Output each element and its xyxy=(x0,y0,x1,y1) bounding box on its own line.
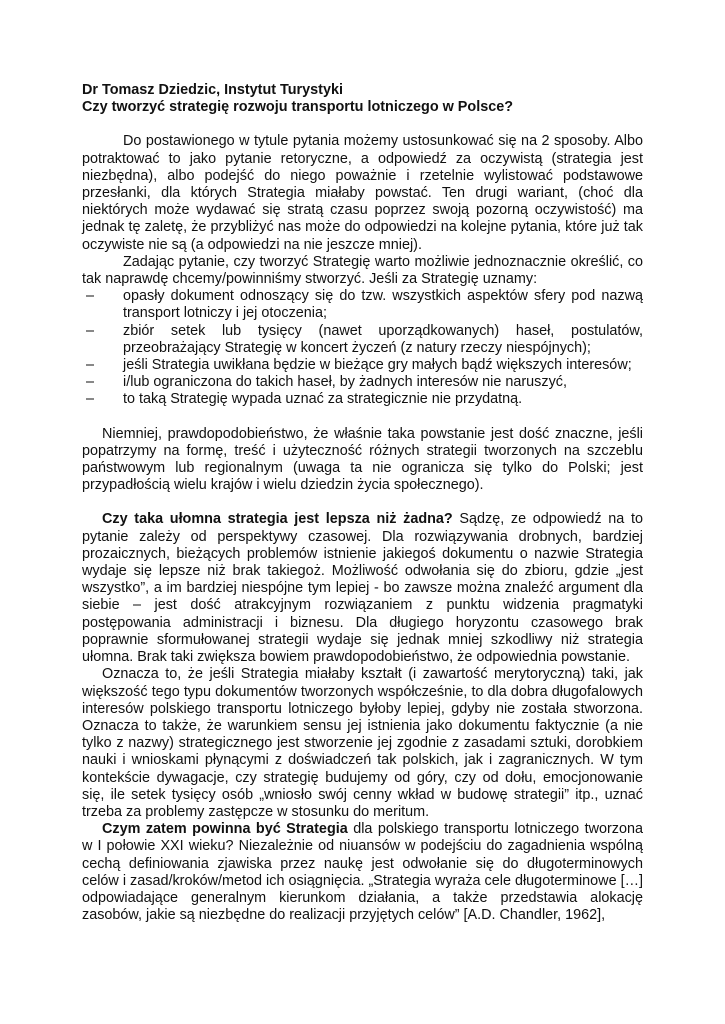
spacer xyxy=(82,494,643,511)
bold-question: Czy taka ułomna strategia jest lepsza niż żadna? xyxy=(102,511,453,528)
document-page xyxy=(82,82,643,924)
spacer xyxy=(82,409,643,426)
list-item-text: to taką Strategię wypada uznać za strategicznie nie przydatną. xyxy=(123,391,523,408)
paragraph-question: Zadając pytanie, czy tworzyć Strategię warto możliwie jednoznacznie określić, co tak naprawdę chcemy/powinniśmy stworzyć. Jeśli za Strategię uznamy: xyxy=(82,253,643,288)
paragraph-meaning: Oznacza to, że jeśli Strategia miałaby kształt (i zawartość merytoryczną) taki, jak większość tego typu dokumentów tworzonych współcześnie, to dla dobra długofalowych interesów polskiego transportu lotniczego byłoby lepiej, gdyby nie została stworzona. Oznacza to także, że warunkiem sensu jej istnienia jako dokumentu faktycznie (a nie tylko z nazwy) strategicznego jest stworzenie jej zgodnie z zasadami sztuki, dorobkiem nauki i wnioskami płynącymi z doświadczeń tak polskich, jak i zagranicznych. W tym kontekście dywagacje, czy strategię budujemy od góry, czy od dołu, emocjonowanie się, ile setek tysięcy osób „wniosło swój cenny wkład w budowę strategii” itp., uznać trzeba za problemy zastępcze w stosunku do meritum. xyxy=(82,666,643,820)
paragraph-text: dla polskiego transportu lotniczego tworzona w I połowie XXI wieku? Niezależnie od niuansów w podejściu do zagadnienia wspólną cechą definiowania zjawiska przez naukę jest odwołanie się do długoterminowych celów i zasad/kroków/metod ich osiągnięcia. „Strategia wyraża cele długoterminowe […] odpowiadające generalnym kierunkom działania, a także przedstawia alokację zasobów, jakie są niezbędne do realizacji przyjętych celów” [A.D. Chandler, 1962], xyxy=(82,821,643,924)
dash-bullet: – xyxy=(86,322,95,339)
paragraph-text: Sądzę, ze odpowiedź na to pytanie zależy od perspektywy czasowej. Dla rozwiązywania drobnych, bardziej prozaicznych, bieżących problemów istnienie jakiegoś dokumentu o nazwie Strategia wydaje się lepsze niż brak takiegoż. Możliwość odwołania się do zbioru, gdzie „jest wszystko”, a im bardziej niespójne tym lepiej - bo zawsze można znaleźć argument dla siebie – jest dość atrakcyjnym rozwiązaniem z punktu widzenia pragmatyki postępowania administracji i biznesu. Dla długiego horyzontu czasowego brak poprawnie sformułowanej strategii wydaje się jednak mniej szkodliwy niż strategia ułomna. Brak taki zwiększa bowiem prawdopodobieństwo, że odpowiednia powstanie. xyxy=(82,511,643,666)
list-item xyxy=(82,288,643,322)
list-item xyxy=(82,323,643,357)
dash-bullet: – xyxy=(86,391,95,408)
bold-question: Czym zatem powinna być Strategia xyxy=(102,821,348,838)
list-item-text: opasły dokument odnoszący się do tzw. wszystkich aspektów sfery pod nazwą transport lotniczy i jej otoczenia; xyxy=(123,288,643,322)
list-item-text: i/lub ograniczona do takich haseł, by żadnych interesów nie naruszyć, xyxy=(123,374,567,391)
list-item xyxy=(82,357,643,374)
paragraph-intro: Do postawionego w tytule pytania możemy ustosunkować się na 2 sposoby. Albo potraktować to jako pytanie retoryczne, a odpowiedź za oczywistą (strategia jest niezbędna), albo podejść do niego poważnie i rzetelnie wylistować podstawowe przesłanki, dla których Strategia miałaby powstać. Ten drugi wariant, (choć dla niektórych może wydawać się stratą czasu poprzez swoją pozorną oczywistość) ma jednak tę zaletę, że przybliżyć nas może do odpowiedzi na kolejne pytania, które już tak oczywiste nie są (a odpowiedzi na nie jeszcze mniej). xyxy=(82,133,643,253)
document-title: Czy tworzyć strategię rozwoju transportu lotniczego w Polsce? xyxy=(82,99,513,116)
paragraph-flawed-strategy xyxy=(82,511,643,666)
author-line: Dr Tomasz Dziedzic, Instytut Turystyki xyxy=(82,82,343,98)
spacer xyxy=(82,116,643,133)
paragraph-definition xyxy=(82,821,643,924)
dash-bullet: – xyxy=(86,357,95,374)
list-item-text: zbiór setek lub tysięcy (nawet uporządkowanych) haseł, postulatów, przeobrażający Strategię w koncert życzeń (z natury rzeczy niespójnych); xyxy=(123,322,643,356)
dash-bullet: – xyxy=(86,374,95,391)
list-item xyxy=(82,374,643,391)
strategy-list xyxy=(82,288,643,408)
list-item-text: jeśli Strategia uwikłana będzie w bieżące gry małych bądź większych interesów; xyxy=(123,357,632,374)
dash-bullet: – xyxy=(86,288,95,305)
list-item xyxy=(82,391,643,408)
paragraph-probability: Niemniej, prawdopodobieństwo, że właśnie taka powstanie jest dość znaczne, jeśli popatrzymy na formę, treść i użyteczność różnych strategii tworzonych na szczeblu państwowym lub regionalnym (uwaga ta nie ogranicza się tylko do Polski; jest przypadłością wielu krajów i wielu dziedzin życia społecznego). xyxy=(82,425,643,494)
